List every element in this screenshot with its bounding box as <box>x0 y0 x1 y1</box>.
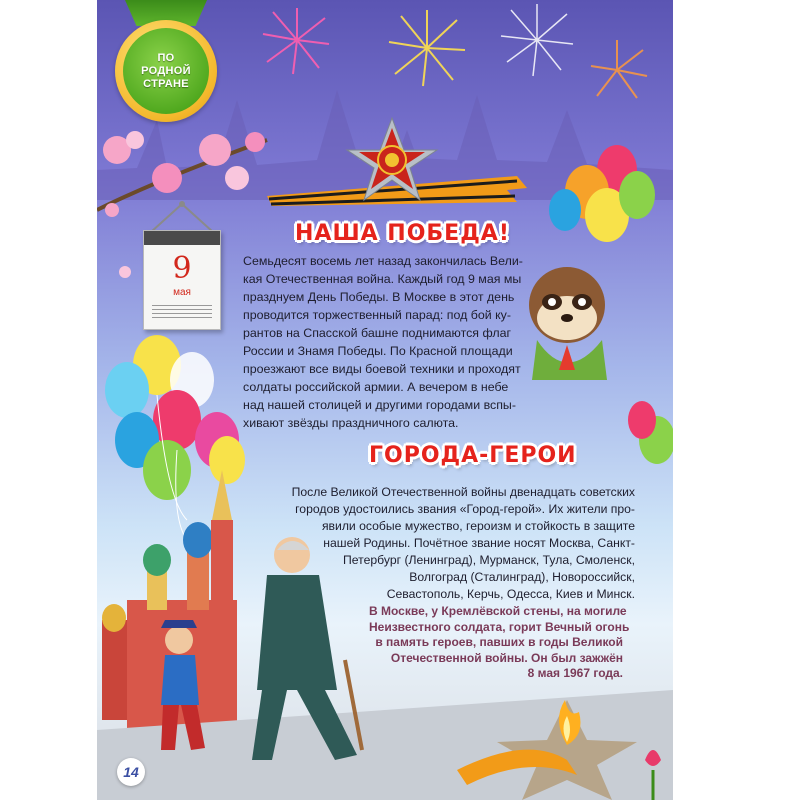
paragraph-victory-day <box>243 252 547 432</box>
text-line: явили особые мужество, героизм и стойкость в защите <box>321 519 635 533</box>
text-line: Волгоград (Сталинград), Новороссийск, <box>409 570 635 584</box>
fireworks-icon <box>263 4 647 98</box>
text-line: над нашей столицей и другими городами вспы- <box>243 398 516 412</box>
note-eternal-flame <box>369 604 630 682</box>
text-line: Семьдесят восемь лет назад закончилась Вели- <box>243 254 523 268</box>
heading-hero-cities: ГОРОДА-ГЕРОИ <box>369 443 577 468</box>
text-line: Севастополь, Керчь, Одесса, Киев и Минск. <box>386 587 635 601</box>
calendar-month: мая <box>173 287 191 298</box>
page-number: 14 <box>117 758 145 786</box>
text-line: В Москве, у Кремлёвской стены, на могиле <box>369 604 627 618</box>
text-line: празднуем День Победы. В Москве в этот день <box>243 290 515 304</box>
calendar-day: 9 <box>172 251 192 286</box>
calendar-binding <box>144 231 220 245</box>
badge-label: ПО РОДНОЙ СТРАНЕ <box>141 51 191 90</box>
text-line: проезжают все виды боевой техники и проходят <box>243 362 521 376</box>
text-line: рантов на Спасской башне поднимаются флаг <box>243 326 512 340</box>
text-line: городов удостоились звания «Город-герой». Их жители про- <box>295 502 635 516</box>
text-line: Отечественной войны. Он был зажжён <box>390 650 623 665</box>
section-badge <box>115 20 217 122</box>
paragraph-hero-cities <box>265 484 635 603</box>
calendar-hanger <box>147 200 217 234</box>
text-line: кая Отечественная война. Каждый год 9 мая мы <box>243 272 522 286</box>
text-line: Неизвестного солдата, горит Вечный огонь <box>369 619 630 634</box>
heading-our-victory: НАША ПОБЕДА! <box>295 221 510 246</box>
text-line: проводится торжественный парад: под бой ку- <box>243 308 511 322</box>
text-line: в память героев, павших в годы Великой <box>375 635 623 650</box>
tear-off-calendar <box>143 230 221 330</box>
text-line: Петербург (Ленинград), Мурманск, Тула, Смоленск, <box>343 553 635 567</box>
badge-inner <box>123 28 209 114</box>
text-line: России и Знамя Победы. По Красной площади <box>243 344 513 358</box>
text-line: хивают звёзды праздничного салюта. <box>243 416 459 430</box>
calendar-fine-print <box>152 305 212 319</box>
text-line: После Великой Отечественной войны двенадцать советских <box>291 485 635 499</box>
magazine-page <box>97 0 673 800</box>
text-line: солдаты российской армии. А вечером в небе <box>243 380 509 394</box>
text-line: нашей Родины. Почётное звание носят Москва, Санкт- <box>323 536 635 550</box>
text-line: 8 мая 1967 года. <box>527 666 623 681</box>
